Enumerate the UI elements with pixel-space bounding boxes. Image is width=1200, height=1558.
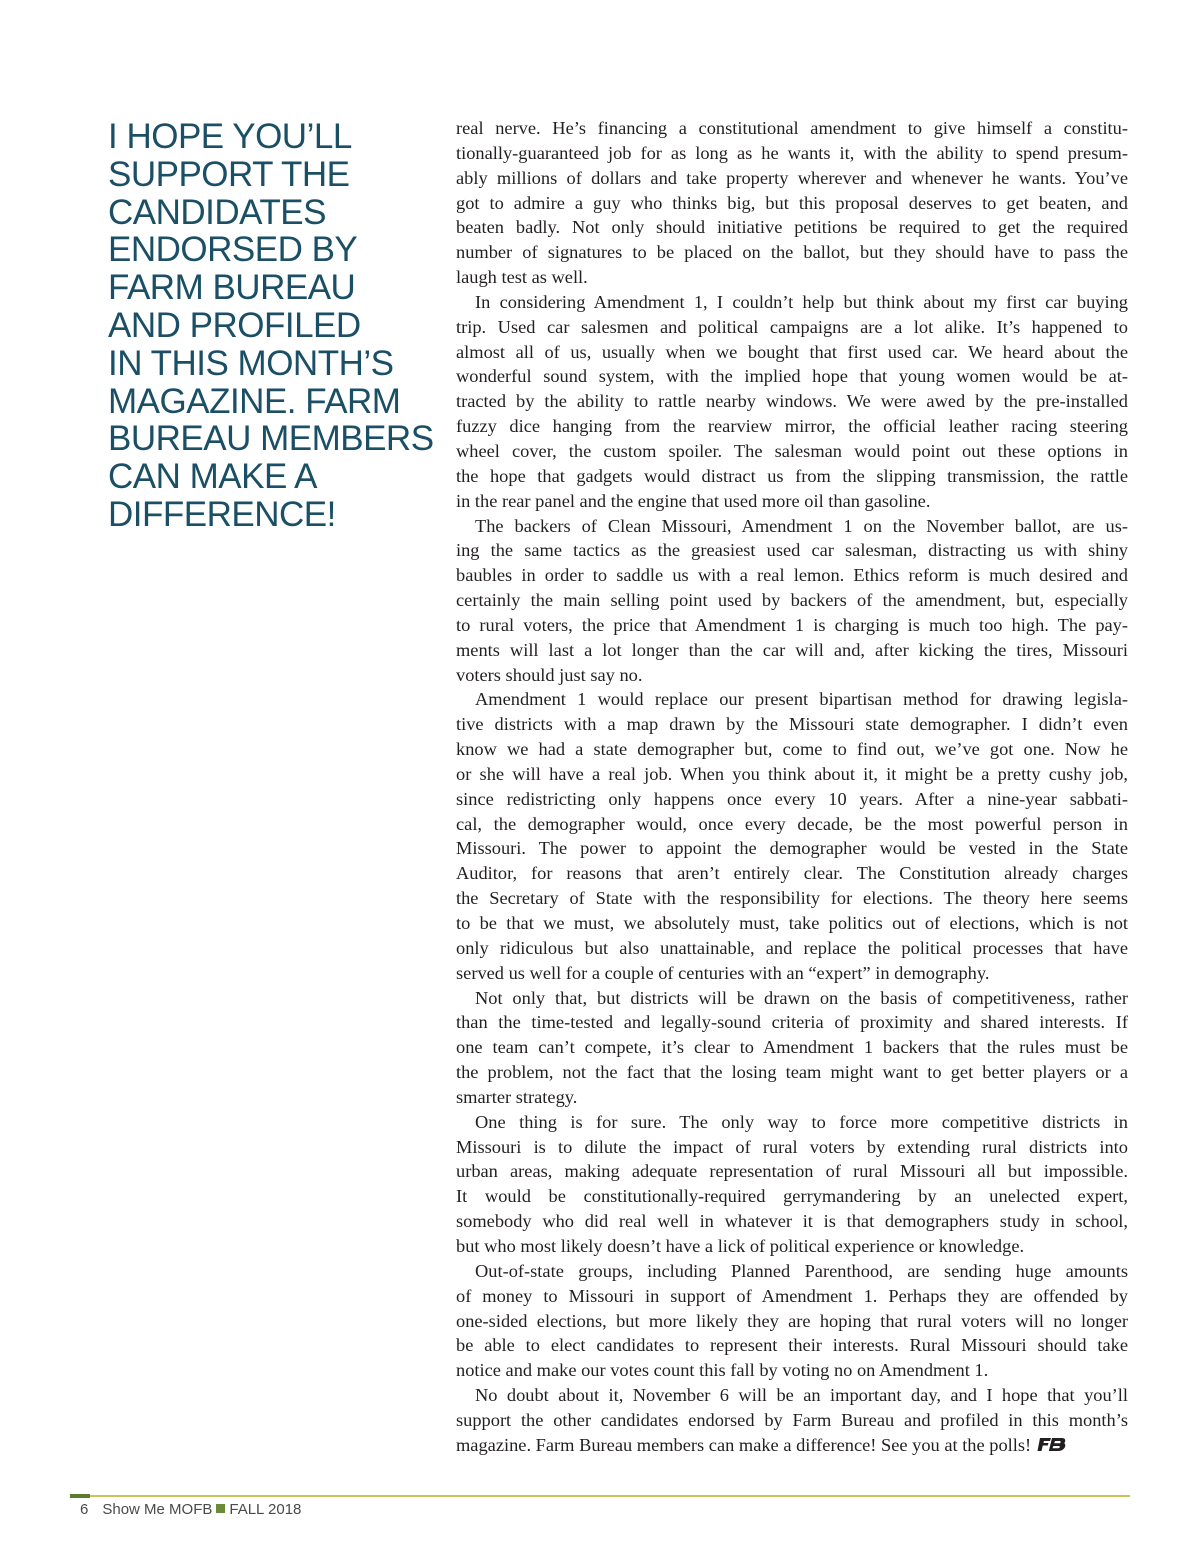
- publication-name: Show Me MOFB: [102, 1501, 213, 1518]
- article-line: [456, 1408, 1128, 1433]
- article-line: [456, 215, 1128, 240]
- article-line-text: baubles in order to saddle us with a real lemon. Ethics reform is much desired and: [456, 565, 1128, 586]
- article-line-text: real nerve. He’s financing a constitutional amendment to give himself a constitu-: [456, 118, 1128, 138]
- article-line-text: in the rear panel and the engine that used more oil than gasoline.: [456, 490, 931, 511]
- article-line-text: the problem, not the fact that the losing team might want to get better players or a: [456, 1062, 1128, 1083]
- article-line-text: Missouri. The power to appoint the demographer would be vested in the State: [456, 838, 1128, 859]
- article-line: [456, 290, 1128, 315]
- article-line: [456, 1309, 1128, 1334]
- article-line-text: number of signatures to be placed on the ballot, but they should have to pass the: [456, 242, 1128, 263]
- article-line-text: laugh test as well.: [456, 267, 588, 288]
- article-line-text: served us well for a couple of centuries with an “expert” in demography.: [456, 962, 990, 983]
- issue-label: FALL 2018: [229, 1501, 302, 1518]
- article-line-text: somebody who did real well in whatever it is that demographers study in school,: [456, 1211, 1128, 1232]
- article-line: [456, 414, 1128, 439]
- article-line: [456, 439, 1128, 464]
- article-line-text: tive districts with a map drawn by the Missouri state demographer. I didn’t even: [456, 714, 1128, 735]
- article-line: [456, 737, 1128, 762]
- article-line-text: tracted by the ability to rattle nearby windows. We were awed by the pre-installed: [456, 391, 1128, 412]
- article-line-text: got to admire a guy who thinks big, but this proposal deserves to get beaten, and: [456, 192, 1128, 213]
- article-line: [456, 166, 1128, 191]
- article-line: [456, 663, 1128, 688]
- article-line: [456, 1184, 1128, 1209]
- pull-quote-line: MAGAZINE. FARM: [108, 381, 401, 421]
- article-line-text: wheel cover, the custom spoiler. The salesman would point out these options in: [456, 440, 1128, 461]
- pull-quote-line: AND PROFILED: [108, 305, 361, 345]
- article-line: [456, 514, 1128, 539]
- article-line: [456, 1135, 1128, 1160]
- article-line-text: ments will last a lot longer than the car will and, after kicking the tires, Missouri: [456, 639, 1128, 660]
- article-line: [456, 340, 1128, 365]
- article-line: [456, 687, 1128, 712]
- article-line-text: No doubt about it, November 6 will be an important day, and I hope that you’ll: [475, 1385, 1128, 1406]
- article-line-text: Amendment 1 would replace our present bipartisan method for drawing legisla-: [475, 689, 1128, 710]
- pull-quote-line: CANDIDATES: [108, 192, 326, 232]
- article-line-text: Not only that, but districts will be drawn on the basis of competitiveness, rather: [475, 987, 1128, 1008]
- article-line: [456, 861, 1128, 886]
- article-line-text: the hope that gadgets would distract us from the slipping transmission, the rattle: [456, 465, 1128, 486]
- pull-quote-line: FARM BUREAU: [108, 268, 356, 308]
- article-line-text: urban areas, making adequate representation of rural Missouri all but impossible.: [456, 1161, 1128, 1182]
- article-line: [456, 712, 1128, 737]
- article-line: [456, 911, 1128, 936]
- pull-quote-line: DIFFERENCE!: [108, 494, 336, 534]
- article-line: [456, 1159, 1128, 1184]
- article-line-text: In considering Amendment 1, I couldn’t help but think about my first car buying: [475, 291, 1128, 312]
- article-line-text: magazine. Farm Bureau members can make a difference! See you at the polls!: [456, 1434, 1032, 1455]
- article-line-text: fuzzy dice hanging from the rearview mirror, the official leather racing steering: [456, 416, 1128, 437]
- article-line: [456, 936, 1128, 961]
- article-line-text: support the other candidates endorsed by Farm Bureau and profiled in this month’s: [456, 1409, 1128, 1430]
- article-line: [456, 1085, 1128, 1110]
- article-line: [456, 886, 1128, 911]
- article-line-text: The backers of Clean Missouri, Amendment 1 on the November ballot, are us-: [475, 515, 1128, 536]
- article-line: [456, 613, 1128, 638]
- article-line-text: Missouri is to dilute the impact of rural voters by extending rural districts into: [456, 1136, 1128, 1157]
- article-line-text: smarter strategy.: [456, 1086, 578, 1107]
- article-line-text: know we had a state demographer but, come to find out, we’ve got one. Now he: [456, 739, 1128, 760]
- article-line: [456, 961, 1128, 986]
- article-line: [456, 1333, 1128, 1358]
- article-line-text: or she will have a real job. When you think about it, it might be a pretty cushy job,: [456, 763, 1128, 784]
- farm-bureau-logo-icon: [1037, 1437, 1067, 1452]
- article-line-text: since redistricting only happens once every 10 years. After a nine-year sabbati-: [456, 788, 1128, 809]
- article-line-text: trip. Used car salesmen and political campaigns are a lot alike. It’s happened to: [456, 316, 1128, 337]
- article-line-text: cal, the demographer would, once every decade, be the most powerful person in: [456, 813, 1128, 834]
- article-line-text: It would be constitutionally-required gerrymandering by an unelected expert,: [456, 1186, 1128, 1207]
- article-body: [456, 116, 1128, 1458]
- article-line-text: beaten badly. Not only should initiative petitions be required to get the required: [456, 217, 1128, 238]
- article-line: [456, 1433, 1128, 1458]
- article-line-text: tionally-guaranteed job for as long as he wants it, with the ability to spend presum-: [456, 142, 1128, 163]
- article-line: [456, 364, 1128, 389]
- article-line: [456, 191, 1128, 216]
- article-line: [456, 1259, 1128, 1284]
- article-line: [456, 836, 1128, 861]
- article-line: [456, 265, 1128, 290]
- article-line: [456, 1284, 1128, 1309]
- pull-quote-line: IN THIS MONTH’S: [108, 343, 394, 383]
- article-line: [456, 812, 1128, 837]
- article-line: [456, 1035, 1128, 1060]
- article-line: [456, 787, 1128, 812]
- article-line: [456, 538, 1128, 563]
- footer-rule-accent: [70, 1494, 90, 1498]
- article-line-text: to rural voters, the price that Amendment 1 is charging is much too high. The pay-: [456, 614, 1128, 635]
- page-footer: [80, 1501, 301, 1518]
- footer-separator-square: [216, 1504, 225, 1513]
- footer-rule: [90, 1495, 1130, 1497]
- article-line-text: than the time-tested and legally-sound criteria of proximity and shared interests. If: [456, 1012, 1128, 1033]
- article-line-text: but who most likely doesn’t have a lick of political experience or knowledge.: [456, 1235, 1025, 1256]
- article-line: [456, 986, 1128, 1011]
- article-line: [456, 1358, 1128, 1383]
- pull-quote-line: I HOPE YOU’LL: [108, 117, 352, 156]
- article-line: [456, 116, 1128, 141]
- article-line-text: almost all of us, usually when we bought that first used car. We heard about the: [456, 341, 1128, 362]
- article-line: [456, 563, 1128, 588]
- article-line-text: certainly the main selling point used by backers of the amendment, but, especially: [456, 590, 1128, 611]
- article-line-text: ing the same tactics as the greasiest used car salesman, distracting us with shiny: [456, 540, 1128, 561]
- article-line-text: one team can’t compete, it’s clear to Amendment 1 backers that the rules must be: [456, 1037, 1128, 1058]
- article-line: [456, 588, 1128, 613]
- article-line: [456, 464, 1128, 489]
- article-line-text: be able to elect candidates to represent their interests. Rural Missouri should take: [456, 1335, 1128, 1356]
- article-line-text: the Secretary of State with the responsibility for elections. The theory here seems: [456, 888, 1128, 909]
- article-line-text: One thing is for sure. The only way to force more competitive districts in: [475, 1111, 1128, 1132]
- article-line-text: only ridiculous but also unattainable, and replace the political processes that have: [456, 937, 1128, 958]
- article-line: [456, 1209, 1128, 1234]
- pull-quote-line: CAN MAKE A: [108, 457, 317, 497]
- article-line: [456, 1383, 1128, 1408]
- article-line-text: Auditor, for reasons that aren’t entirely clear. The Constitution already charges: [456, 863, 1128, 884]
- article-line-text: to be that we must, we absolutely must, take politics out of elections, which is not: [456, 913, 1128, 933]
- page-number: 6: [80, 1501, 89, 1518]
- article-line-text: ably millions of dollars and take property wherever and whenever he wants. You’ve: [456, 167, 1128, 188]
- article-line: [456, 141, 1128, 166]
- article-line-text: of money to Missouri in support of Amendment 1. Perhaps they are offended by: [456, 1285, 1128, 1306]
- pull-quote-line: BUREAU MEMBERS: [108, 419, 434, 459]
- article-line: [456, 389, 1128, 414]
- article-line: [456, 489, 1128, 514]
- article-line: [456, 1010, 1128, 1035]
- article-line: [456, 315, 1128, 340]
- pull-quote: [108, 117, 434, 534]
- article-line: [456, 762, 1128, 787]
- article-line: [456, 1234, 1128, 1259]
- article-line: [456, 1110, 1128, 1135]
- article-line-text: wonderful sound system, with the implied hope that young women would be at-: [456, 366, 1128, 387]
- article-line-text: one-sided elections, but more likely they are hoping that rural voters will no longer: [456, 1310, 1128, 1331]
- article-line: [456, 1060, 1128, 1085]
- pull-quote-line: ENDORSED BY: [108, 230, 358, 270]
- article-line: [456, 638, 1128, 663]
- article-line-text: notice and make our votes count this fall by voting no on Amendment 1.: [456, 1360, 989, 1381]
- article-line-text: voters should just say no.: [456, 664, 643, 685]
- article-line-text: Out-of-state groups, including Planned Parenthood, are sending huge amounts: [475, 1260, 1128, 1281]
- pull-quote-line: SUPPORT THE: [108, 154, 350, 194]
- article-line: [456, 240, 1128, 265]
